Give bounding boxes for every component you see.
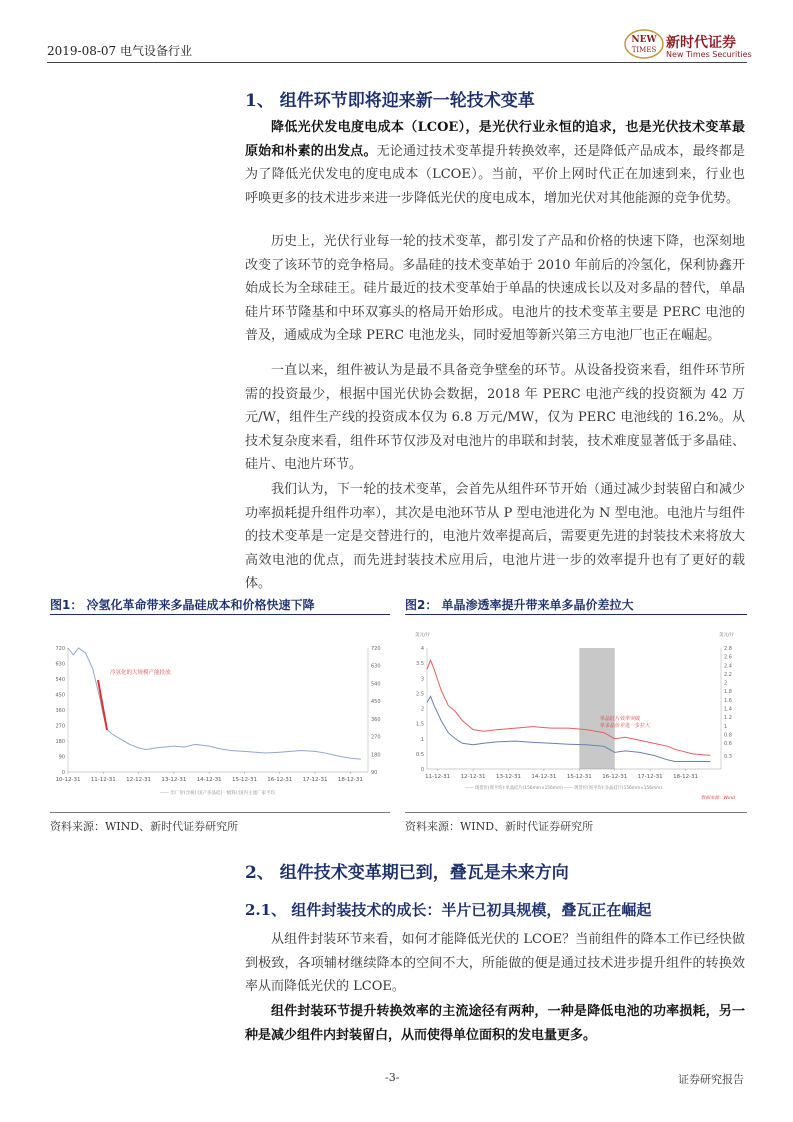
x-tick-label: 17-12-31 xyxy=(302,777,328,783)
y-tick-left-label: 3 xyxy=(420,676,424,683)
y-tick-right-label: 1.6 xyxy=(724,697,732,704)
figure-2-chart xyxy=(405,624,747,806)
x-tick-label: 14-12-31 xyxy=(531,774,557,780)
y-tick-left-label: 540 xyxy=(55,677,65,683)
y-tick-left-label: 0 xyxy=(61,770,65,776)
y-tick-right-label: 90 xyxy=(371,770,378,776)
y-tick-right-label: 2.6 xyxy=(724,654,732,661)
x-tick-label: 15-12-31 xyxy=(231,777,257,783)
logo-mark-line-1: NEW xyxy=(631,35,657,45)
logo-mark-line-2: TIMES xyxy=(631,46,657,54)
y-tick-left-label: 90 xyxy=(58,754,65,761)
y-tick-right-label: 270 xyxy=(371,734,381,741)
y-tick-right-label: 0.8 xyxy=(724,732,732,739)
figure-2-annotation-line-2: 单多晶价差进一步拉大 xyxy=(600,723,651,729)
figure-1-title-rule xyxy=(50,614,390,615)
y-tick-left-label: 3.5 xyxy=(416,661,424,668)
y-tick-right-label: 360 xyxy=(371,716,381,723)
figure-1-title: 图1： 冷氢化革命带来多晶硅成本和价格快速下降 xyxy=(50,598,315,612)
x-tick-label: 12-12-31 xyxy=(460,774,486,780)
y-tick-right-label: 540 xyxy=(371,681,381,688)
y-tick-right-label: 630 xyxy=(371,663,381,670)
y-tick-right-label: 0.6 xyxy=(724,741,732,748)
figure-1-bottom-rule xyxy=(50,812,390,813)
y-tick-left-label: 1.5 xyxy=(416,721,424,728)
y-tick-right-label: 2.8 xyxy=(724,646,732,652)
x-tick-label: 13-12-31 xyxy=(495,774,521,780)
paragraph-1-bold-lead: 降低光伏发电度电成本（LCOE），是光伏行业永恒的追求，也是光伏技术变革最原始和朴素的出发点。 xyxy=(245,120,745,159)
y-tick-left-label: 630 xyxy=(55,661,65,668)
x-tick-label: 10-12-31 xyxy=(55,777,81,783)
paragraph-1-body: 无论通过技术变革提升转换效率，还是降低产品成本，最终都是为了降低光伏发电的度电成本（LCOE）。当前，平价上网时代正在加速到来，行业也呼唤更多的技术进步来进一步降低光伏的度电成本，增加光伏对其他能源的竞争优势。 xyxy=(245,143,745,206)
y-tick-right-label: 180 xyxy=(371,752,381,759)
figure-2-source: 资料来源：WIND、新时代证券研究所 xyxy=(405,820,594,833)
x-tick-label: 16-12-31 xyxy=(267,777,293,783)
figure-2-unit-right: 美元/片 xyxy=(719,633,735,638)
y-tick-left-label: 450 xyxy=(55,692,65,699)
section-1-paragraph-4: 我们认为，下一轮的技术变革，会首先从组件环节开始（通过减少封装留白和减少功率损耗提升组件功率），其次是电池环节从 P 型电池进化为 N 型电池。电池片与组件的技术变革是一定是交替进行的，电池片效率提高后，需要更先进的封装技术来将放大高效电池的优点，而先进封装技术应用后，电池片进一步的效率提升也有了更好的载体。 xyxy=(245,482,745,591)
y-tick-right-label: 1 xyxy=(724,723,728,730)
header-divider xyxy=(47,62,747,63)
x-tick-label: 14-12-31 xyxy=(196,777,222,783)
y-tick-left-label: 720 xyxy=(55,646,65,652)
y-tick-right-label: 450 xyxy=(371,699,381,706)
figure-1-legend: —— 出厂价(含税):国产多晶硅(一级料):国内主流厂家平均 xyxy=(160,791,275,796)
x-tick-label: 16-12-31 xyxy=(602,774,628,780)
section-1-paragraph-3: 一直以来，组件被认为是最不具备竞争壁垒的环节。从设备投资来看，组件环节所需的投资最少，根据中国光伏协会数据，2018 年 PERC 电池产线的投资额为 42 万元/W，组件生产线的投资成本仅为 6.8 万元/MW，仅为 PERC 电池线的 16.2%。从技术复杂度来看，组件环节仅涉及对电池片的串联和封装，技术难度显著低于多晶硅、硅片、电池片环节。 xyxy=(245,363,745,472)
figure-1-chart xyxy=(50,624,390,806)
x-tick-label: 11-12-31 xyxy=(90,777,116,783)
section-1-paragraph-2: 历史上，光伏行业每一轮的技术变革，都引发了产品和价格的快速下降，也深刻地改变了该环节的竞争格局。多晶硅的技术变革始于 2010 年前后的冷氢化，保利协鑫开始成长为全球硅王。硅片最近的技术变革始于单晶的快速成长以及对多晶的替代，单晶硅片环节隆基和中环双寡头的格局开始形成。电池片的技术变革主要是 PERC 电池的普及，通威成为全球 PERC 电池龙头，同时爱旭等新兴第三方电池厂也正在崛起。 xyxy=(245,234,745,343)
x-tick-label: 15-12-31 xyxy=(566,774,592,780)
section-2-1-heading: 2.1、 组件封装技术的成长：半片已初具规模，叠瓦正在崛起 xyxy=(245,901,652,919)
section-2-paragraph-1: 从组件封装环节来看，如何才能降低光伏的 LCOE？当前组件的降本工作已经快做到极致，各项辅材继续降本的空间不大，所能做的便是通过技术进步提升组件的转换效率从而降低光伏的 LCOE。 xyxy=(245,932,745,994)
y-tick-left-label: 2 xyxy=(420,706,424,713)
y-tick-left-label: 0 xyxy=(420,767,424,773)
series-line-1 xyxy=(427,660,710,755)
y-tick-right-label: 0.3 xyxy=(724,754,732,761)
annotation-arrow xyxy=(98,680,107,730)
x-tick-label: 18-12-31 xyxy=(673,774,699,780)
x-tick-label: 17-12-31 xyxy=(637,774,663,780)
logo-company-name-en: New Times Securities xyxy=(666,50,752,59)
figure-2-title: 图2： 单晶渗透率提升带来单多晶价差拉大 xyxy=(405,598,634,612)
y-tick-right-label: 1.2 xyxy=(724,715,732,722)
y-tick-left-label: 1 xyxy=(420,736,424,743)
figure-2-bottom-rule xyxy=(405,812,747,813)
figure-2-annotation-line-1: 单晶硅片效率突破 xyxy=(600,716,641,722)
figure-2-legend: —— 现货价(周平均):单晶硅片(156mm×156mm) —— 现货价(周平均):多晶硅片(156mm×156mm) xyxy=(465,786,663,791)
y-tick-right-label: 2.2 xyxy=(724,671,732,678)
shaded-region xyxy=(579,648,614,769)
x-tick-label: 12-12-31 xyxy=(126,777,152,783)
page-number: -3- xyxy=(385,1071,400,1084)
y-tick-right-label: 1.8 xyxy=(724,689,732,696)
series-line-2 xyxy=(427,696,710,761)
section-1-paragraph-1 xyxy=(245,116,745,210)
figure-2-watermark: 数据来源：Wind xyxy=(701,796,735,801)
y-tick-left-label: 4 xyxy=(420,646,424,652)
section-2-heading: 2、 组件技术变革期已到，叠瓦是未来方向 xyxy=(245,863,569,883)
header-date-industry: 2019-08-07 电气设备行业 xyxy=(47,44,193,58)
y-tick-left-label: 0.5 xyxy=(416,751,424,758)
x-tick-label: 11-12-31 xyxy=(425,774,451,780)
x-tick-label: 18-12-31 xyxy=(337,777,363,783)
figure-1-source: 资料来源：WIND、新时代证券研究所 xyxy=(50,820,239,833)
y-tick-left-label: 2.5 xyxy=(416,691,424,698)
y-tick-left-label: 360 xyxy=(55,708,65,714)
y-tick-right-label: 2 xyxy=(724,680,728,687)
section-1-heading: 1、 组件环节即将迎来新一轮技术变革 xyxy=(245,91,535,111)
figure-2-unit-left: 美元/片 xyxy=(415,633,431,638)
section-2-paragraph-2: 组件封装环节提升转换效率的主流途径有两种，一种是降低电池的功率损耗，另一种是减少组件内封装留白，从而使得单位面积的发电量更多。 xyxy=(245,1004,745,1043)
y-tick-left-label: 180 xyxy=(55,739,65,745)
y-tick-right-label: 1.4 xyxy=(724,706,732,713)
company-logo-icon xyxy=(624,28,664,60)
figure-2-title-rule xyxy=(405,614,747,615)
y-tick-right-label: 720 xyxy=(371,646,381,652)
series-line-1 xyxy=(68,648,361,759)
logo-company-name: 新时代证券 xyxy=(666,35,736,51)
y-tick-left-label: 270 xyxy=(55,723,65,730)
x-tick-label: 13-12-31 xyxy=(161,777,187,783)
footer-report-label: 证券研究报告 xyxy=(678,1073,744,1086)
figure-1-annotation: 冷氢化的大规模产能投放 xyxy=(110,670,171,676)
y-tick-right-label: 2.4 xyxy=(724,663,732,670)
